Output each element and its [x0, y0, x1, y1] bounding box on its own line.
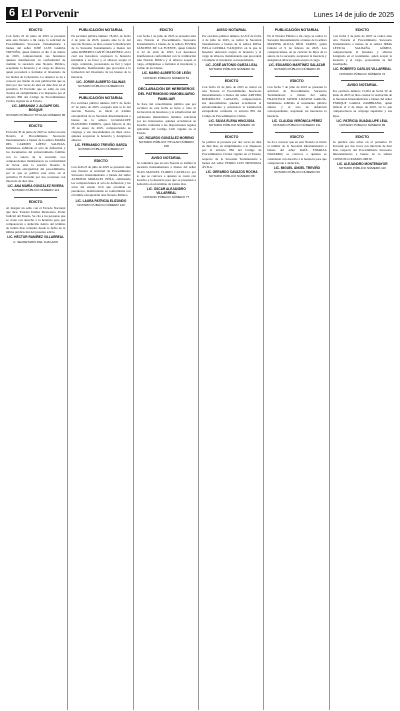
notice-body: Se publica este aviso en el periódico El Porvenir por dos veces con intervalo de diez días, respecto del Procedimiento Sucesorio Intestamentario a bienes de la señora CONSUELO RAMOS ORTIZ.: [332, 140, 392, 161]
notice-notary-reference: NOTARIO PÚBLICO TITULAR NÚMERO 108: [138, 140, 194, 148]
notice-signature: LIC. MIGUEL ÁNGEL TREVIÑO: [273, 165, 321, 170]
legal-notice: [202, 135, 261, 179]
masthead-left: [6, 7, 79, 20]
notice-signature: LIC. GERARDO CAVAZOS ROCHA: [205, 169, 258, 174]
notice-divider: [79, 93, 122, 94]
notice-divider: [79, 156, 122, 157]
notice-heading: EDICTO: [224, 134, 239, 139]
notice-notary-reference: NOTARIO PÚBLICO NÚMERO 51: [143, 75, 190, 80]
notice-body: En fecha 30 de junio de 2025 se radicó en esta Notaría el Procedimiento Sucesorio Intestamentario a bienes de la señora MARÍA DEL CARMEN LÓPEZ SALINAS, habiéndose exhibido el acta de defunción y los documentos del entroncamiento familiar con la autora de la sucesión. Los comparecientes manifestaron su conformidad de llevar ante la suscrita Notario la tramitación extrajudicial del procedimiento, por lo que se publica este aviso en el periódico El Porvenir por dos ocasiones con intervalo de diez días.: [6, 129, 66, 184]
notice-heading: EDICTO: [28, 124, 43, 129]
notice-body: Con fecha 3 de julio de 2025 se radicó ante esta Notaría el Procedimiento Sucesorio Testamentario a bienes de la señora IRMA LETICIA SALDAÑA GÓMEZ, compareciendo el heredero y albacea designado en el testamento, quien aceptó la herencia y el cargo, protestando su fiel desempeño.: [332, 33, 392, 67]
legal-notice: [202, 79, 261, 127]
notice-notary-reference: C. SECRETARIO DEL JUZGADO: [13, 239, 59, 244]
masthead: [6, 4, 394, 23]
legal-notice: [137, 87, 196, 148]
notice-signature: LIC. JOSÉ ANTONIO GARZA LEAL: [205, 63, 258, 68]
notice-signature: LIC. ANA MARÍA GONZÁLEZ RIVERA: [7, 184, 64, 189]
notice-notary-reference: NOTARIO PÚBLICO TITULAR NÚMERO 95: [6, 112, 66, 117]
legal-notice: [137, 28, 196, 80]
notice-body: Se comunica que en esta Notaría se tramita la sucesión intestamentaria a bienes del señor JUAN MANUEL FLORES CASTILLO, por lo que se convoca a quienes se crean con derecho a la herencia para que se presenten a deducirlo en un término de treinta días.: [136, 161, 196, 186]
notice-heading: EDICTO: [355, 134, 370, 139]
notice-body: Por escritura número 15,004 de fecha 30 de junio de 2025 se hizo constar la radicación de la Sucesión Intestamentaria a bienes del señor ENRIQUE GARZA ZAMBRANO, quien falleció el 2 de mayo de 2025, en la que comparecieron su cónyuge supérstite y sus hijos.: [332, 88, 392, 118]
notice-signature: LIC. SILVIA ELENA HINOJOSA: [208, 118, 255, 123]
notice-heading: PUBLICACIÓN NOTARIAL: [274, 28, 320, 32]
notice-body: Con fecha 1 de julio de 2025 se presentó ante esta Notaría el Procedimiento Sucesorio Testamentario a bienes de la señora ELVIRA SÁNCHEZ DE LA FUENTE, quien falleció el 22 de abril de 2025. Los herederos manifestaron conformidad con la tramitación ante Notario Público y el albacea aceptó el cargo, obligándose a formular el inventario y avalúo de los bienes.: [136, 33, 196, 71]
notice-signature: LIC. FERNANDO TREVIÑO GARZA: [74, 143, 128, 148]
legal-notice: [6, 124, 65, 193]
notice-signature: LIC. EDUARDO MARTÍNEZ SALAZAR: [268, 63, 326, 68]
notice-notary-reference: NOTARIO PÚBLICO NÚMERO 34: [208, 67, 255, 72]
notice-body: Con fecha 10 de julio de 2025 se radicó en esta Notaría el Procedimiento Sucesorio Intestamentario a bienes del señor ARTURO RODRÍGUEZ CAVAZOS, compareciendo sus descendientes quienes acreditaron el entroncamiento y solicitaron la tramitación extrajudicial conforme al artículo 881 del Código de Procedimientos Civiles.: [201, 84, 262, 118]
notice-notary-reference: NOTARIO PÚBLICO NÚMERO 27: [78, 147, 124, 152]
notice-notary-reference: NOTARIO PÚBLICO NÚMERO 140: [77, 202, 125, 207]
notice-divider: [341, 80, 384, 81]
legal-notice: [71, 96, 130, 153]
notice-body: Con fecha 25 de junio de 2025 se presentó ante esta Notaría a mi cargo la solicitud de Procedimiento Sucesorio Testamentario a bienes del señor JOSÉ LUIS GARZA TREVIÑO, quien falleció el día 3 de marzo de 2025, compareciendo sus herederos quienes manifestaron su conformidad de tramitar la sucesión ante Notario Público, aceptando la herencia y el cargo de albacea, quien procederá a formular el inventario de los bienes de la herencia. Lo anterior se da a conocer por medio de esta publicación que se hará por dos veces de diez en diez días en el periódico El Porvenir que se edita en esta ciudad, en cumplimiento a lo dispuesto por el artículo 882 del Código de Procedimientos Civiles vigente en el Estado.: [6, 33, 66, 104]
notice-heading: EDICTO: [28, 200, 43, 205]
legal-notice: [71, 159, 130, 207]
notice-columns: [6, 26, 394, 710]
notice-body: Al margen un sello con el Escudo Nacional que dice: Estados Unidos Mexicanos, Poder Judicial del Estado. Se cita a las personas que se crean con derecho a la herencia para que comparezcan a deducirlo dentro del término de treinta días contados desde la fecha de la última publicación del presente edicto.: [6, 205, 66, 235]
notice-divider: [210, 76, 253, 77]
notice-heading: EDICTO: [159, 28, 174, 32]
notice-heading: EDICTO: [290, 79, 304, 84]
notice-body: Se hace del conocimiento público que por escritura de esta fecha se llevó a cabo la declaración de herederos y la adjudicación del patrimonio inmobiliario familiar, solicitada por los interesados, quienes acreditaron su derecho conforme a las disposiciones legales aplicables del Código Civil vigente en el Estado.: [136, 102, 196, 135]
notice-heading: AVISO NOTARIAL: [151, 155, 182, 160]
page-number: 6: [6, 7, 18, 20]
notice-notary-reference: NOTARIO PÚBLICO NÚMERO 112: [12, 188, 60, 193]
column-6: [333, 26, 394, 710]
notice-heading: EDICTO: [224, 79, 239, 84]
notice-signature: LIC. MARIO ALBERTO DE LEÓN: [141, 71, 191, 76]
column-4: [202, 26, 264, 710]
notice-body: Con fecha 7 de julio de 2025 se presentó la solicitud de Procedimiento Sucesorio Testamentario a bienes del señor FRANCISCO JAVIER LOZANO GARCÍA, habiéndose exhibido el testamento público abierto y el acta de defunción correspondiente, aceptando los herederos la herencia.: [267, 84, 327, 118]
notice-signature: LIC. JORGE ALBERTO SALINAS: [76, 79, 126, 84]
notice-body: Se publica el presente por dos veces de diez en diez días, en cumplimiento a lo dispuesto por el artículo 882 del Código de Procedimientos Civiles vigente en el Estado, respecto de la Sucesión Testamentaria a bienes del señor PEDRO LUIS MENDOZA ÁVILA.: [201, 140, 262, 169]
notice-notary-reference: NOTARIO PÚBLICO NÚMERO 99: [339, 122, 386, 127]
notice-notary-reference: NOTARIO PÚBLICO NÚMERO 45: [274, 67, 320, 72]
legal-notice: [267, 79, 326, 127]
notice-body: En escritura pública número 18,452, de fecha 2 de julio de 2025, pasada ante la fe del suscrito Notario, se hizo constar la Radicación de la Sucesión Testamentaria a bienes del señor ROBERTO CANTÚ MARTÍNEZ, en la cual sus herederos aceptaron la herencia instituida a su favor y el albacea aceptó el cargo conferido, protestando su fiel y legal desempeño, manifestando que procederá a la formación del inventario de los bienes de la herencia.: [71, 33, 131, 79]
notice-divider: [275, 76, 318, 77]
legal-notice: [333, 83, 392, 127]
legal-notice: [6, 28, 65, 117]
legal-notice: [267, 135, 326, 175]
notice-heading: PUBLICACIÓN NOTARIAL: [78, 95, 124, 100]
column-5: [267, 26, 329, 710]
notice-notary-reference: NOTARIO PÚBLICO NÚMERO 63: [78, 83, 124, 88]
column-2: [71, 26, 133, 710]
legal-notice: [202, 28, 261, 72]
column-3: [137, 26, 199, 710]
notice-heading: EDICTO: [94, 159, 108, 164]
issue-date: Lunes 14 de julio de 2025: [313, 12, 394, 19]
notice-notary-reference: NOTARIO PÚBLICO NÚMERO 72: [339, 71, 386, 76]
notice-signature: LIC. CLAUDIA VERÓNICA PÉREZ: [271, 118, 323, 123]
notice-divider: [145, 84, 188, 85]
legal-notice: [71, 28, 130, 89]
notice-notary-reference: NOTARIO PÚBLICO NÚMERO 56: [274, 169, 320, 174]
notice-divider: [14, 197, 57, 198]
notice-signature: LIC. ROBERTO CARLOS VILLARREAL: [333, 67, 392, 72]
notice-divider: [145, 153, 188, 154]
legal-notice: [333, 135, 392, 171]
notice-heading: EDICTO: [355, 28, 370, 32]
notice-body: Por escritura pública número 9,871 de fecha 27 de junio de 2025, otorgada ante la fe del suscrito Notario, se inició el trámite extrajudicial de la Sucesión Intestamentaria a bienes de la señora GUADALUPE ELIZONDO TORRES, quien falleció el día 18 de enero de 2025, compareciendo su cónyuge y sus descendientes en línea recta, quienes aceptaron la herencia y designaron albacea.: [71, 101, 131, 143]
legal-notice: [267, 28, 326, 72]
notice-heading: AVISO NOTARIAL: [347, 83, 378, 88]
notice-signature: LIC. LAURA PATRICIA ELIZONDO: [75, 198, 127, 203]
legal-notice: [6, 200, 65, 244]
notice-notary-reference: NOTARIO PÚBLICO NÚMERO 116: [338, 165, 386, 170]
newspaper-logo: El Porvenir: [21, 6, 79, 20]
notice-heading: EDICTO: [290, 134, 304, 139]
notice-notary-reference: NOTARIO PÚBLICO NÚMERO 131: [273, 122, 321, 127]
notice-body: Con fecha 8 de julio de 2025 se presentó ante esta Notaría la solicitud de Procedimiento Sucesorio Intestamentario a bienes del señor ALFREDO MORALES PEÑA, exhibiendo los comparecientes el acta de defunción y las actas del estado civil que acreditan su parentesco, manifestando su conformidad con el trámite extrajudicial ante Notario Público.: [71, 164, 131, 198]
notice-notary-reference: NOTARIO PÚBLICO NÚMERO 88: [208, 174, 255, 179]
notice-heading: EDICTO: [28, 28, 43, 32]
column-1: [6, 26, 68, 710]
notice-body: Por escritura pública número 22,310 de fecha 4 de julio de 2025, se radicó la Sucesión Testamentaria a bienes de la señora ROSA ISELA GUERRA VÁZQUEZ, en la que la heredera universal aceptó la herencia y el cargo de albacea, manifestando que procederá a formular el inventario correspondiente.: [201, 33, 262, 63]
notice-divider: [341, 132, 384, 133]
notice-signature: LIC. OSCAR ALEJANDRO VILLARREAL: [146, 186, 186, 196]
notice-signature: LIC. ALEJANDRO MONTEMAYOR: [337, 161, 388, 166]
notice-body: Se da a conocer que en esta Notaría se inició el trámite de la Sucesión Intestamentaria a bienes del señor RAÚL ESPARZA NAVARRO; se convoca a quienes se consideren con derecho a la herencia para que comparezcan a deducirlo.: [267, 140, 327, 165]
notice-signature: LIC. RICARDO GONZÁLEZ MORENO: [138, 135, 195, 140]
notice-heading: AVISO NOTARIAL: [216, 28, 247, 32]
notice-divider: [275, 132, 318, 133]
legal-notice: [333, 28, 392, 76]
notice-notary-reference: NOTARIO PÚBLICO NÚMERO 19: [208, 122, 255, 127]
legal-notice: [137, 156, 196, 200]
notice-divider: [14, 121, 57, 122]
notice-signature: LIC. HÉCTOR RAMÍREZ VILLARREAL: [7, 235, 65, 240]
notice-body: En la Notaría Pública a mi cargo se radicó la Sucesión Intestamentaria a bienes de la señora MARTHA ALICIA RÍOS TAMEZ, quien falleció el 9 de febrero de 2025. Los comparecientes, en su carácter de hijos de la autora de la sucesión, aceptaron la herencia y designaron albacea quien aceptó el cargo.: [267, 33, 327, 63]
notice-signature: LIC. PATRICIA GUADALUPE LEAL: [336, 118, 389, 123]
notice-divider: [210, 132, 253, 133]
notice-notary-reference: NOTARIO PÚBLICO NÚMERO 77: [143, 195, 190, 200]
notice-signature: LIC. ABRAHAM J. ALDAPE DEL BOSQUE: [11, 104, 60, 113]
notice-heading: PUBLICACIÓN NOTARIAL: [78, 28, 124, 32]
notice-heading: DECLARACIÓN DE HEREDEROS DEL PATRIMONIO INMOBILIARIO FAMILIAR: [137, 87, 195, 101]
